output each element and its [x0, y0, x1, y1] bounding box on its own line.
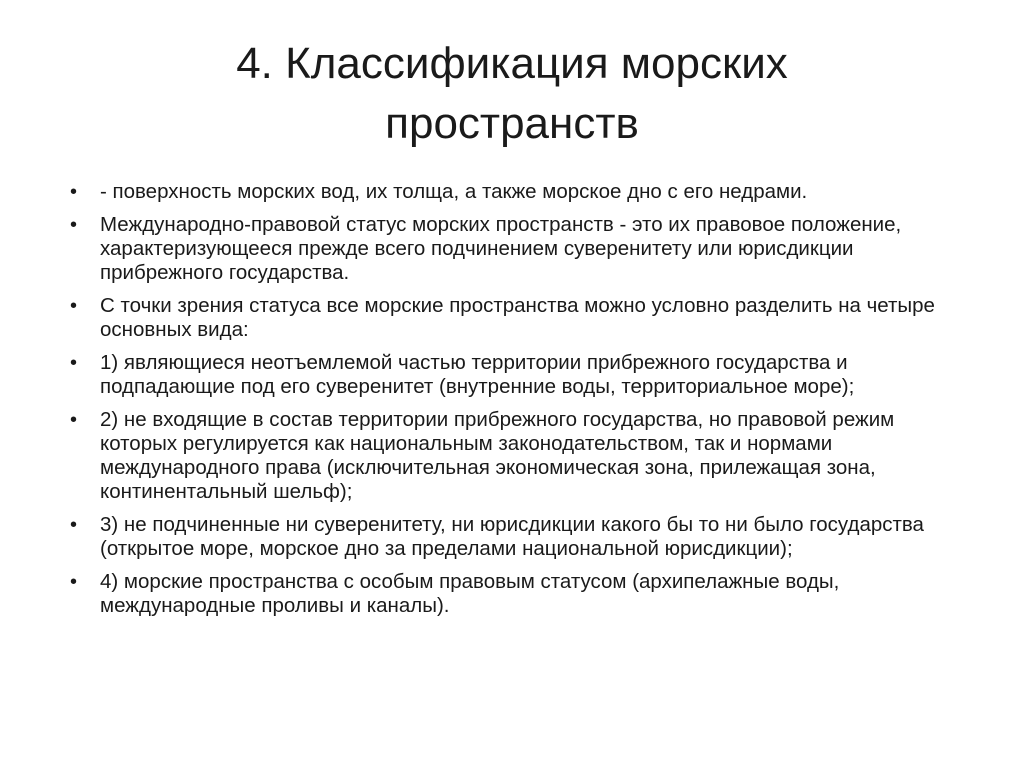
- bullet-text: 2) не входящие в состав территории прибрежного государства, но правовой режим которых регулируется как национальным законодательством, так и нормами международного права (исключительная экономическая зона, прилежащая зона, континентальный шельф);: [100, 408, 895, 503]
- bullet-text: С точки зрения статуса все морские пространства можно условно разделить на четыре основных вида:: [100, 294, 935, 341]
- bullet-dot-icon: •: [70, 181, 78, 203]
- slide-title: [60, 34, 964, 154]
- bullet-dot-icon: •: [70, 352, 78, 374]
- bullet-dot-icon: •: [70, 409, 78, 431]
- slide-title-line-1: 4. Классификация морских: [236, 39, 788, 88]
- bullet-item-5: [70, 408, 960, 504]
- bullet-item-1: [70, 180, 960, 204]
- bullet-text: 3) не подчиненные ни суверенитету, ни юрисдикции какого бы то ни было государства (открытое море, морское дно за пределами национальной юрисдикции);: [100, 513, 924, 560]
- bullet-dot-icon: •: [70, 571, 78, 593]
- bullet-item-3: [70, 294, 960, 342]
- bullet-dot-icon: •: [70, 214, 78, 236]
- bullet-text: - поверхность морских вод, их толща, а также морское дно с его недрами.: [100, 180, 808, 203]
- bullet-item-2: [70, 213, 960, 285]
- bullet-text: Международно-правовой статус морских пространств - это их правовое положение, характеризующееся прежде всего подчинением суверенитету или юрисдикции прибрежного государства.: [100, 213, 902, 284]
- bullet-item-7: [70, 570, 960, 618]
- bullet-text: 1) являющиеся неотъемлемой частью территории прибрежного государства и подпадающие под его суверенитет (внутренние воды, территориальное море);: [100, 351, 855, 398]
- bullet-dot-icon: •: [70, 514, 78, 536]
- bullet-item-6: [70, 513, 960, 561]
- bullet-list: [70, 180, 960, 627]
- slide-title-line-2: пространств: [385, 99, 639, 148]
- bullet-dot-icon: •: [70, 295, 78, 317]
- bullet-item-4: [70, 351, 960, 399]
- bullet-text: 4) морские пространства с особым правовым статусом (архипелажные воды, международные проливы и каналы).: [100, 570, 840, 617]
